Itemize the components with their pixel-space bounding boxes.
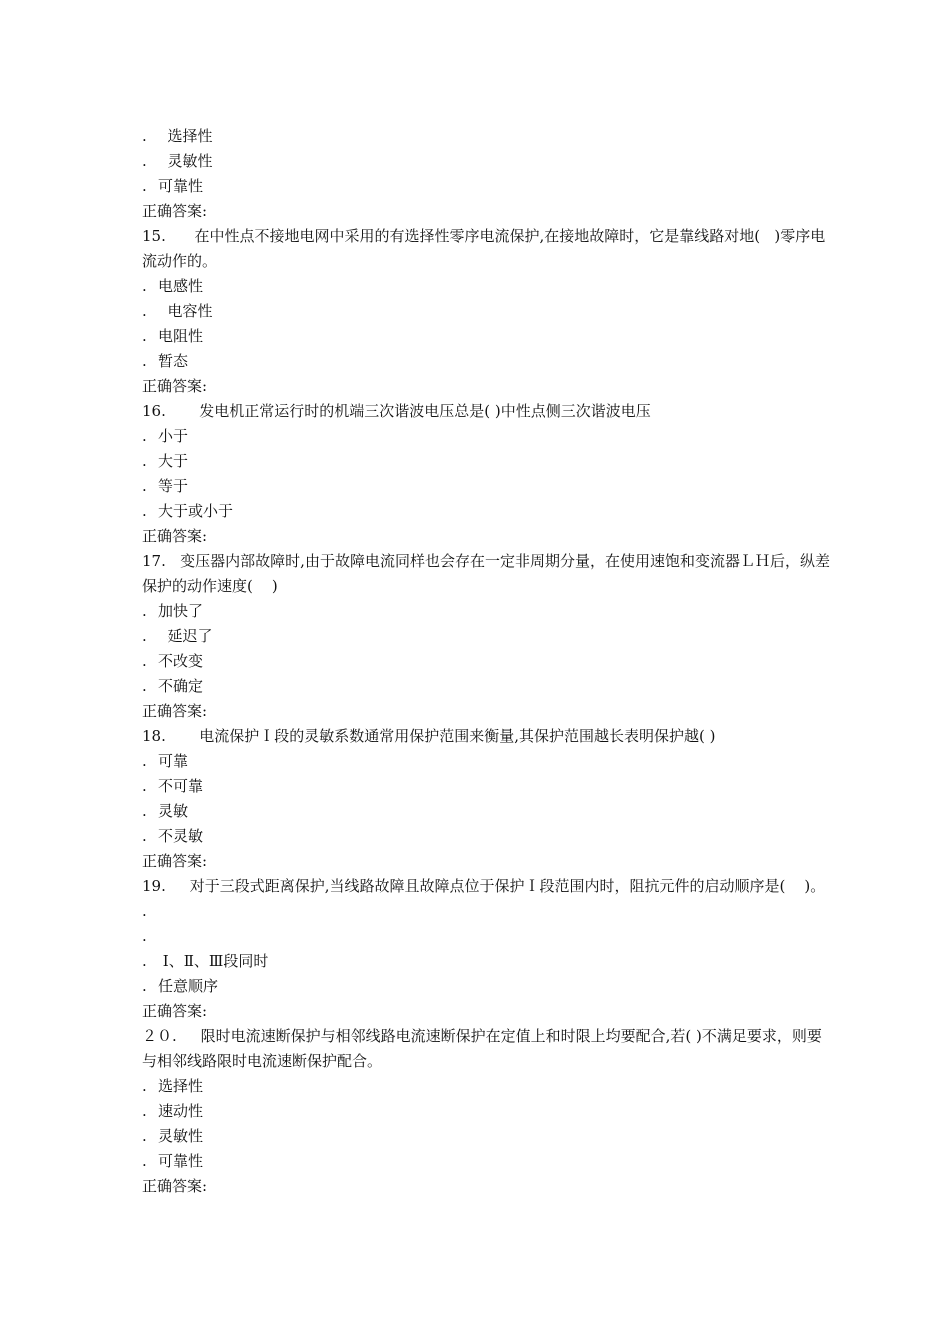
question-stem bbox=[142, 224, 832, 274]
option-text: Ⅰ、Ⅱ、Ⅲ段同时 bbox=[158, 952, 269, 970]
option-item bbox=[142, 949, 832, 974]
option-bullet: . bbox=[142, 652, 147, 670]
option-bullet: . bbox=[142, 827, 147, 845]
option-item bbox=[142, 674, 832, 699]
option-bullet: . bbox=[142, 1102, 147, 1120]
option-bullet: . bbox=[142, 777, 147, 795]
question-text: 限时电流速断保护与相邻线路电流速断保护在定值上和时限上均要配合,若( )不满足要求，则要与相邻线路限时电流速断保护配合。 bbox=[142, 1027, 822, 1070]
option-bullet: . bbox=[142, 127, 147, 145]
option-item bbox=[142, 1149, 832, 1174]
question-number: 18. bbox=[142, 727, 166, 745]
answer-label: 正确答案: bbox=[142, 202, 208, 220]
option-bullet: . bbox=[142, 177, 147, 195]
question-text: 发电机正常运行时的机端三次谐波电压总是( )中性点侧三次谐波电压 bbox=[199, 402, 651, 420]
option-text: 等于 bbox=[158, 477, 189, 495]
option-bullet: . bbox=[142, 452, 147, 470]
option-bullet: . bbox=[142, 277, 147, 295]
option-text: 电阻性 bbox=[158, 327, 204, 345]
question-text: 在中性点不接地电网中采用的有选择性零序电流保护,在接地故障时，它是靠线路对地( )零序电流动作的。 bbox=[142, 227, 826, 270]
answer-label: 正确答案: bbox=[142, 702, 208, 720]
question-gap bbox=[177, 1027, 201, 1045]
option-bullet: . bbox=[142, 327, 147, 345]
option-text: 不改变 bbox=[158, 652, 204, 670]
option-item bbox=[142, 274, 832, 299]
option-item bbox=[142, 349, 832, 374]
option-bullet: . bbox=[142, 752, 147, 770]
option-text: 灵敏性 bbox=[158, 152, 213, 170]
question-number: ２０. bbox=[142, 1027, 177, 1045]
answer-label: 正确答案: bbox=[142, 1177, 208, 1195]
option-text: 灵敏 bbox=[158, 802, 189, 820]
option-bullet: . bbox=[142, 302, 147, 320]
option-item bbox=[142, 974, 832, 999]
option-text: 速动性 bbox=[158, 1102, 204, 1120]
option-text: 电容性 bbox=[158, 302, 213, 320]
option-item bbox=[142, 324, 832, 349]
option-item bbox=[142, 824, 832, 849]
question-stem bbox=[142, 549, 832, 599]
option-text: 不可靠 bbox=[158, 777, 204, 795]
question-gap bbox=[166, 552, 180, 570]
option-item bbox=[142, 149, 832, 174]
option-bullet: . bbox=[142, 352, 147, 370]
option-text: 电感性 bbox=[158, 277, 204, 295]
option-bullet: . bbox=[142, 477, 147, 495]
option-text: 不灵敏 bbox=[158, 827, 204, 845]
question-stem bbox=[142, 874, 832, 899]
option-text: 灵敏性 bbox=[158, 1127, 204, 1145]
option-item bbox=[142, 1074, 832, 1099]
option-bullet: . bbox=[142, 677, 147, 695]
option-item bbox=[142, 624, 832, 649]
question-text: 对于三段式距离保护,当线路故障且故障点位于保护Ｉ段范围内时，阻抗元件的启动顺序是( )。 bbox=[189, 877, 826, 895]
option-text: 大于 bbox=[158, 452, 189, 470]
option-text: 可靠 bbox=[158, 752, 189, 770]
option-bullet: . bbox=[142, 427, 147, 445]
option-item bbox=[142, 499, 832, 524]
option-item bbox=[142, 174, 832, 199]
option-bullet: . bbox=[142, 627, 147, 645]
option-bullet: . bbox=[142, 602, 147, 620]
option-item bbox=[142, 799, 832, 824]
option-text: 加快了 bbox=[158, 602, 204, 620]
option-bullet: . bbox=[142, 152, 147, 170]
question-gap bbox=[166, 402, 199, 420]
option-item bbox=[142, 449, 832, 474]
option-bullet: . bbox=[142, 902, 147, 920]
option-bullet: . bbox=[142, 927, 147, 945]
option-item bbox=[142, 924, 832, 949]
option-item bbox=[142, 599, 832, 624]
answer-label: 正确答案: bbox=[142, 1002, 208, 1020]
option-text: 选择性 bbox=[158, 1077, 204, 1095]
option-text: 选择性 bbox=[158, 127, 213, 145]
option-text: 小于 bbox=[158, 427, 189, 445]
option-item bbox=[142, 124, 832, 149]
answer-label: 正确答案: bbox=[142, 527, 208, 545]
option-item bbox=[142, 299, 832, 324]
option-bullet: . bbox=[142, 1127, 147, 1145]
option-item bbox=[142, 774, 832, 799]
option-item bbox=[142, 649, 832, 674]
option-text: 暂态 bbox=[158, 352, 189, 370]
question-gap bbox=[166, 227, 195, 245]
question-gap bbox=[166, 877, 190, 895]
option-bullet: . bbox=[142, 502, 147, 520]
answer-label: 正确答案: bbox=[142, 377, 208, 395]
question-text: 电流保护Ｉ段的灵敏系数通常用保护范围来衡量,其保护范围越长表明保护越( ) bbox=[199, 727, 716, 745]
option-text: 大于或小于 bbox=[158, 502, 234, 520]
question-number: 15. bbox=[142, 227, 166, 245]
option-text: 可靠性 bbox=[158, 177, 204, 195]
option-item bbox=[142, 1099, 832, 1124]
option-item bbox=[142, 1124, 832, 1149]
option-bullet: . bbox=[142, 1077, 147, 1095]
question-stem bbox=[142, 1024, 832, 1074]
question-number: 16. bbox=[142, 402, 166, 420]
option-item bbox=[142, 424, 832, 449]
option-bullet: . bbox=[142, 977, 147, 995]
question-number: 17. bbox=[142, 552, 166, 570]
option-text: 不确定 bbox=[158, 677, 204, 695]
option-text: 延迟了 bbox=[158, 627, 213, 645]
option-bullet: . bbox=[142, 952, 147, 970]
question-stem bbox=[142, 399, 832, 424]
option-text: 任意顺序 bbox=[158, 977, 219, 995]
option-item bbox=[142, 749, 832, 774]
question-number: 19. bbox=[142, 877, 166, 895]
option-item bbox=[142, 899, 832, 924]
option-text: 可靠性 bbox=[158, 1152, 204, 1170]
document-page bbox=[142, 124, 832, 1199]
answer-label: 正确答案: bbox=[142, 852, 208, 870]
option-bullet: . bbox=[142, 1152, 147, 1170]
option-item bbox=[142, 474, 832, 499]
option-bullet: . bbox=[142, 802, 147, 820]
question-gap bbox=[166, 727, 199, 745]
question-stem bbox=[142, 724, 832, 749]
question-text: 变压器内部故障时,由于故障电流同样也会存在一定非周期分量，在使用速饱和变流器ＬＨ后，纵差保护的动作速度( ) bbox=[142, 552, 830, 595]
